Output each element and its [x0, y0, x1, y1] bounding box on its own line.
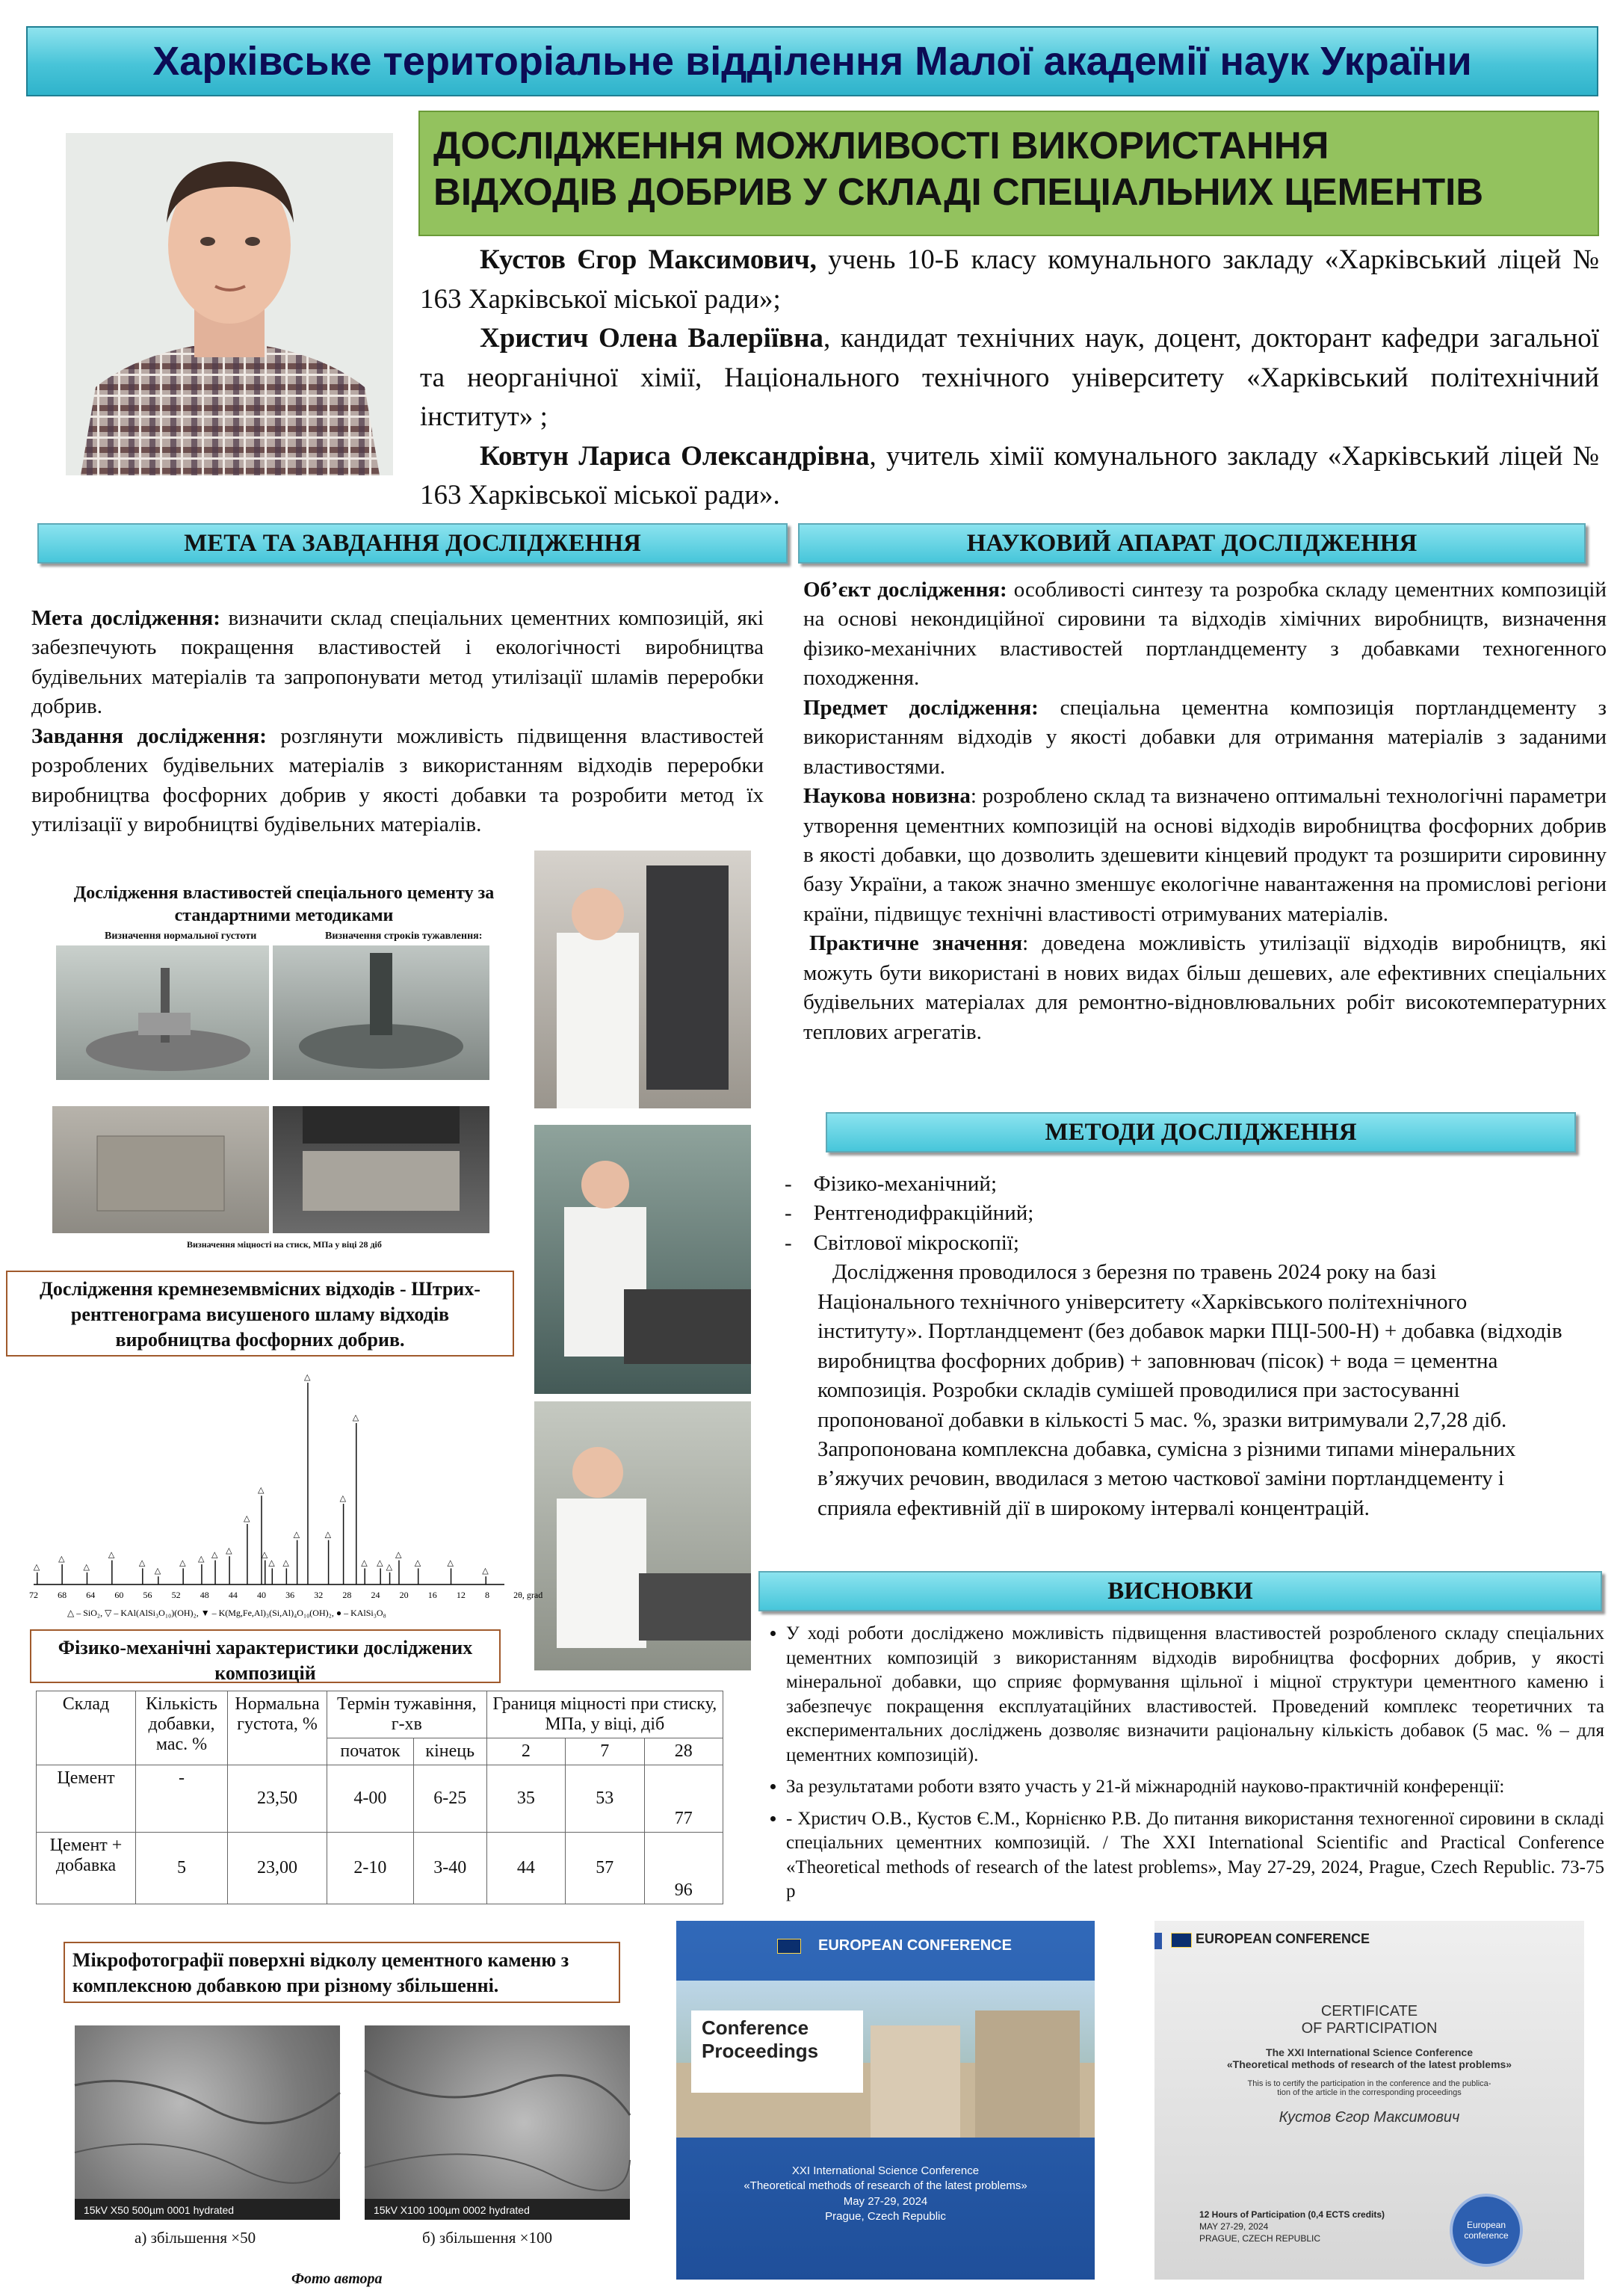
proceedings-date: May 27-29, 2024	[843, 2194, 928, 2208]
xrd-peak-marker: △	[482, 1567, 489, 1576]
object-paragraph	[803, 575, 1607, 694]
table-row	[37, 1765, 723, 1833]
xrd-peak-marker: △	[226, 1546, 232, 1556]
xrd-tick-label: 68	[58, 1590, 67, 1600]
conference-seal-icon	[1450, 2194, 1523, 2267]
organization-banner	[26, 26, 1598, 96]
table-cell: Цемент + добавка	[37, 1833, 136, 1904]
phys-table-grid	[36, 1691, 723, 1904]
certificate-certify-1: This is to certify the participation in the conference and the publica-	[1247, 2079, 1491, 2088]
xrd-legend: △ – SiO₂, ▽ – KAl(AlSi₃O₁₀)(OH)₂, ▼ – K(Mg,Fe,Al)₃(Si,Al)₄O₁₀(OH)₂, ● – KAlSi₃O₈	[67, 1608, 386, 1618]
xrd-peak-marker: △	[258, 1486, 265, 1496]
xrd-peak-marker: △	[447, 1558, 454, 1568]
table-cell: 3-40	[413, 1833, 486, 1904]
methods-description: Дослідження проводилося з березня по травень 2024 року на базі Національного технічного університету «Харківського політехнічного інституту». Портландцемент (без добавок марки ПЦІ-500-Н) + добавка (відходів виробництва фосфорних добрив) + заповнювач (пісок) + вода = цементна композиція. Розробки складів сумішей проводилися при застосуванні пропонованої добавки в кількості 5 мас. %, зразки витримували 2,7,28 діб. Запропонована комплексна добавка, сумісна з різними типами мінеральних в’яжучих речовин, вводилася з метою часткової заміни портландцементу і сприяла ефективній дії в широкому інтервалі концентрацій.	[817, 1260, 1562, 1520]
certificate-recipient: Кустов Єгор Максимович	[1279, 2109, 1460, 2126]
xrd-peak-marker: △	[138, 1558, 146, 1568]
table-header: Термін тужавіння, г-хв	[327, 1691, 487, 1738]
proceedings-banner: EUROPEAN CONFERENCE	[818, 1937, 1012, 1954]
label-consistency: Визначення нормальної густоти	[105, 931, 257, 942]
table-subheader: 2	[486, 1738, 565, 1765]
xrd-tick-label: 60	[114, 1590, 124, 1600]
photo-author: Фото автора	[291, 2271, 383, 2287]
table-row	[37, 1833, 723, 1904]
poster-title	[418, 111, 1599, 236]
xrd-peak-marker: △	[377, 1558, 383, 1568]
certificate-conf-2: «Theoretical methods of research of the latest problems»	[1226, 2058, 1512, 2070]
author-2-name: Христич Олена Валеріївна	[480, 323, 823, 354]
task-label: Завдання дослідження:	[31, 723, 267, 748]
author-2	[420, 319, 1599, 437]
xrd-peak-marker: △	[261, 1550, 268, 1560]
apparatus-header-text: НАУКОВИЙ АПАРАТ ДОСЛІДЖЕННЯ	[966, 529, 1418, 557]
xrd-peak-marker: △	[197, 1555, 205, 1564]
certificate-footer	[1199, 2209, 1385, 2245]
xrd-peak-marker: △	[211, 1550, 218, 1560]
lab-photo-2	[534, 1125, 751, 1394]
table-subheader: 28	[644, 1738, 723, 1765]
table-cell: 6-25	[413, 1765, 486, 1833]
micro-caption: Мікрофотографії поверхні відколу цементного каменю з комплексною добавкою при різному збільшенні.	[72, 1949, 569, 1996]
xrd-peak-marker: △	[293, 1530, 300, 1540]
methods-section-body	[785, 1170, 1577, 1523]
table-cell: 5	[136, 1833, 228, 1904]
xrd-tick-label: 48	[200, 1590, 209, 1600]
author-3-name: Ковтун Лариса Олександрівна	[480, 440, 870, 472]
subject-text: спеціальна цементна композиція портландцементу з використанням відходів у якості добавки для отримання матеріалів з заданими властивостями.	[803, 695, 1607, 779]
cement-sample-photo	[52, 1106, 269, 1233]
author-1	[420, 241, 1599, 319]
table-cell: 53	[566, 1765, 644, 1833]
certificate-title-1: CERTIFICATE	[1320, 2003, 1418, 2019]
table-cell: 57	[566, 1833, 644, 1904]
table-cell: 44	[486, 1833, 565, 1904]
xrd-peak-marker: △	[268, 1558, 275, 1568]
table-cell: 23,00	[228, 1833, 327, 1904]
micro-caption-box	[64, 1942, 620, 2003]
conclusions-section-header	[758, 1571, 1602, 1611]
task-paragraph	[31, 722, 764, 840]
xrd-peak-marker: △	[83, 1562, 90, 1572]
table-subheader: початок	[327, 1738, 414, 1765]
lab-methods-figure	[45, 882, 523, 1256]
xrd-tick-label: 16	[427, 1590, 437, 1600]
sem-micrograph-x50	[75, 2025, 340, 2220]
eu-flag-icon	[777, 1939, 801, 1954]
title-line-1: ДОСЛІДЖЕННЯ МОЖЛИВОСТІ ВИКОРИСТАННЯ	[433, 124, 1329, 167]
table-cell: 23,50	[228, 1765, 327, 1833]
setting-time-photo	[273, 945, 489, 1080]
novelty-paragraph	[803, 782, 1607, 929]
vicat-apparatus-photo	[56, 945, 269, 1080]
xrd-caption-box	[6, 1271, 514, 1357]
xrd-chart-svg	[15, 1360, 543, 1629]
xrd-tick-label: 64	[86, 1590, 96, 1600]
conclusions-list	[756, 1622, 1604, 1904]
xrd-tick-label: 12	[456, 1590, 466, 1600]
methods-section-header	[826, 1112, 1576, 1152]
seal-line-1: European	[1466, 2220, 1506, 2230]
table-cell: 96	[644, 1833, 723, 1904]
lab-photo-1	[534, 851, 751, 1108]
table-header: Склад	[37, 1691, 136, 1765]
certificate-place: PRAGUE, CZECH REPUBLIC	[1199, 2233, 1321, 2244]
practical-text: : доведена можливість утилізації відходів виробництв, які можуть бути використані в нових видах більш дешевих, але ефективних спеціальних будівельних матеріалах для ремонтно-відновлювальних робіт високотемпературних теплових агрегатів.	[803, 931, 1607, 1044]
xrd-peak-marker: △	[352, 1413, 359, 1422]
conclusion-item: • За результатами роботи взято участь у 21-й міжнародній науково-практичній конференції:	[786, 1775, 1604, 1800]
proceedings-title-1: Conference	[702, 2016, 809, 2039]
object-text: особливості синтезу та розробка складу цементних композицій на основі некондиційної сировини та відходів хімічних виробництв, визначення фізико-механічних властивостей портландцементу з добавками техногенного походження.	[803, 578, 1607, 691]
author-portrait	[66, 133, 393, 475]
title-line-2: ВІДХОДІВ ДОБРИВ У СКЛАДІ СПЕЦІАЛЬНИХ ЦЕМЕНТІВ	[433, 170, 1484, 214]
sem-scale-x100: 15kV X100 100µm 0002 hydrated	[374, 2204, 530, 2216]
phys-table-caption-box	[30, 1629, 501, 1683]
xrd-peak-marker: △	[361, 1558, 368, 1568]
proceedings-sub1: XXI International Science Conference	[791, 2164, 980, 2177]
xrd-tick-label: 24	[371, 1590, 380, 1600]
proceedings-cover	[676, 1921, 1095, 2280]
xrd-peak-marker: △	[282, 1558, 289, 1568]
certificate-date: MAY 27-29, 2024	[1199, 2221, 1269, 2232]
certificate	[1154, 1921, 1584, 2280]
conclusions-body	[756, 1622, 1604, 1904]
practical-label: Практичне значення	[809, 931, 1023, 956]
table-cell: -	[136, 1765, 228, 1833]
certificate-hours: 12 Hours of Participation (0,4 ECTS credits)	[1199, 2209, 1385, 2220]
conclusion-item: • - Христич О.В., Кустов Є.М., Корнієнко Р.В. До питання використання техногенної сировини в складі спеціальних цементних композицій. / The XXI International Scientific and Practical Conference «Theoretical methods of research of the latest problems», May 27-29, 2024, Prague, Czech Republic. 73-75 р	[786, 1807, 1604, 1904]
lab-figure-title	[45, 882, 523, 927]
author-3	[420, 437, 1599, 516]
phys-table	[36, 1691, 723, 1904]
xrd-tick-label: 40	[257, 1590, 266, 1600]
xrd-tick-label: 44	[228, 1590, 238, 1600]
label-setting: Визначення строків тужавлення:	[325, 931, 483, 942]
table-subheader: кінець	[413, 1738, 486, 1765]
methods-header-text: МЕТОДИ ДОСЛІДЖЕННЯ	[1045, 1118, 1357, 1146]
xrd-tick-label: 56	[143, 1590, 152, 1600]
sem-micrograph-x100	[365, 2025, 630, 2220]
xrd-tick-label: 52	[171, 1590, 181, 1600]
xrd-peak-marker: △	[243, 1514, 250, 1523]
author-3-desc: , учитель хімії комунального закладу «Харківський ліцей № 163 Харківської міської ради».	[420, 440, 1599, 511]
goal-label: Мета дослідження:	[31, 606, 220, 630]
seal-line-2: conference	[1464, 2230, 1509, 2241]
goal-section-body	[31, 604, 764, 840]
practical-paragraph	[803, 929, 1607, 1047]
xrd-caption: Дослідження кремнеземвмісних відходів - Штрих-рентгенограма висушеного шламу відходів виробництва фосфорних добрив.	[40, 1278, 480, 1351]
certificate-certify-2: tion of the article in the corresponding proceedings	[1277, 2088, 1462, 2097]
author-1-desc: учень 10-Б класу комунального закладу «Харківський ліцей № 163 Харківської міської ради»;	[420, 244, 1600, 315]
proceedings-title-box	[691, 2010, 863, 2093]
eu-flag-icon	[1171, 1933, 1192, 1948]
certificate-title-2: OF PARTICIPATION	[1301, 2020, 1438, 2037]
xrd-tick-label: 36	[285, 1590, 295, 1600]
goal-header-text: МЕТА ТА ЗАВДАННЯ ДОСЛІДЖЕННЯ	[184, 529, 641, 557]
object-label: Об’єкт дослідження:	[803, 578, 1007, 602]
author-2-desc: , кандидат технічних наук, доцент, докторант кафедри загальної та неорганічної хімії, Національного технічного університету «Харківський політехнічний інститут» ;	[420, 323, 1599, 433]
subject-label: Предмет дослідження:	[803, 695, 1039, 720]
goal-paragraph	[31, 604, 764, 722]
xrd-tick-label: 28	[342, 1590, 352, 1600]
goal-text: визначити склад спеціальних цементних композицій, які забезпечують покращення властивостей і екологічності виробництва будівельних матеріалів та запропонувати метод утилізації шламів переробки добрив.	[31, 606, 764, 719]
compression-test-photo	[273, 1106, 489, 1233]
table-header: Кількість добавки, мас. %	[136, 1691, 228, 1765]
xrd-peak-marker: △	[303, 1373, 311, 1382]
table-cell: 2-10	[327, 1833, 414, 1904]
subject-paragraph	[803, 694, 1607, 782]
table-cell: 77	[644, 1765, 723, 1833]
methods-item-text: Фізико-механічний;	[813, 1172, 997, 1196]
table-cell: 35	[486, 1765, 565, 1833]
apparatus-section-header	[798, 523, 1586, 564]
novelty-label: Наукова новизна	[803, 784, 971, 809]
proceedings-place: Prague, Czech Republic	[825, 2209, 946, 2223]
xrd-chart	[15, 1360, 543, 1629]
xrd-peak-marker: △	[324, 1530, 332, 1540]
xrd-tick-label: 2θ, grad	[513, 1590, 543, 1600]
certificate-conf-1: The XXI International Science Conference	[1266, 2046, 1473, 2058]
table-cell: Цемент	[37, 1765, 136, 1833]
lab-figure-title-1: Дослідження властивостей спеціального цементу за	[73, 883, 495, 903]
author-1-name: Кустов Єгор Максимович,	[480, 244, 817, 275]
authors-block	[420, 241, 1599, 516]
methods-item-text: Рентгенодифракційний;	[813, 1201, 1034, 1226]
proceedings-title-2: Proceedings	[702, 2040, 819, 2062]
certificate-text	[1154, 2003, 1584, 2126]
sem-scale-x50: 15kV X50 500µm 0001 hydrated	[84, 2204, 235, 2216]
methods-item: - Світлової мікроскопії;	[785, 1230, 1019, 1255]
xrd-tick-label: 8	[485, 1590, 489, 1600]
methods-item: - Рентгенодифракційний;	[785, 1201, 1034, 1226]
proceedings-details	[676, 2164, 1095, 2224]
conclusions-header-text: ВИСНОВКИ	[1107, 1577, 1253, 1605]
xrd-peak-marker: △	[179, 1558, 186, 1568]
apparatus-section-body	[803, 575, 1607, 1047]
xrd-tick-label: 72	[29, 1590, 38, 1600]
xrd-peak-marker: △	[339, 1494, 347, 1503]
table-cell: 4-00	[327, 1765, 414, 1833]
goal-section-header	[37, 523, 788, 564]
xrd-peak-marker: △	[395, 1550, 402, 1560]
certificate-flag-strip	[1154, 1933, 1162, 1949]
table-header: Нормальна густота, %	[228, 1691, 327, 1765]
table-subheader: 7	[566, 1738, 644, 1765]
table-header-row	[37, 1691, 723, 1738]
xrd-peak-marker: △	[386, 1562, 393, 1572]
phys-table-caption: Фізико-механічні характеристики досліджених композицій	[58, 1637, 473, 1684]
label-strength: Визначення міцності на стиск, МПа у віці 28 діб	[187, 1239, 382, 1250]
methods-item: - Фізико-механічний;	[785, 1172, 997, 1196]
proceedings-sub2: «Theoretical methods of research of the latest problems»	[744, 2179, 1027, 2193]
lab-figure-title-2: стандартними методиками	[174, 906, 394, 925]
sem-label-a: а) збільшення ×50	[135, 2229, 256, 2247]
methods-item-text: Світлової мікроскопії;	[813, 1230, 1019, 1255]
xrd-peak-marker: △	[58, 1555, 65, 1564]
xrd-tick-label: 32	[314, 1590, 324, 1600]
novelty-text: : розроблено склад та визначено оптимальні технологічні параметри утворення цементних композицій на основі відходів виробництва фосфорних добрив в якості добавки, що дозволить здешевити кінцевий продукт та розширити сировинну базу України, а також значно зменшує екологічне навантаження на промислові регіони країни, підвищує технічні властивості отримуваних матеріалів.	[803, 784, 1607, 926]
xrd-peak-marker: △	[154, 1567, 161, 1576]
xrd-tick-label: 20	[399, 1590, 409, 1600]
xrd-peak-marker: △	[33, 1562, 40, 1572]
table-header: Границя міцності при стиску, МПа, у віці, діб	[486, 1691, 723, 1738]
certificate-banner: EUROPEAN CONFERENCE	[1196, 1931, 1370, 1946]
task-text: розглянути можливість підвищення властивостей розроблених будівельних матеріалів з використанням відходів переробки виробництва фосфорних добрив у якості добавки та розробити метод їх утилізації у виробництві будівельних матеріалів.	[31, 723, 764, 837]
organization-name: Харківське територіальне відділення Малої академії наук України	[152, 39, 1472, 84]
lab-photo-3	[534, 1401, 751, 1670]
xrd-peak-marker: △	[108, 1550, 115, 1560]
sem-label-b: б) збільшення ×100	[422, 2229, 553, 2247]
xrd-peak-marker: △	[414, 1558, 421, 1568]
conclusion-item: • У ході роботи досліджено можливість підвищення властивостей розробленого складу спеціальних цементних композицій з використанням відходів виробництва фосфорних добрив, у якості мінеральної добавки, що сприяє формування щільної і міцної структури цементного каменю і забезпечує покращення експлуатаційних властивостей. Проведений комплекс теоретичних та експериментальних досліджень дозволяє визначити раціональну кількість добавок (5 мас. % – для цементних композицій).	[786, 1622, 1604, 1768]
